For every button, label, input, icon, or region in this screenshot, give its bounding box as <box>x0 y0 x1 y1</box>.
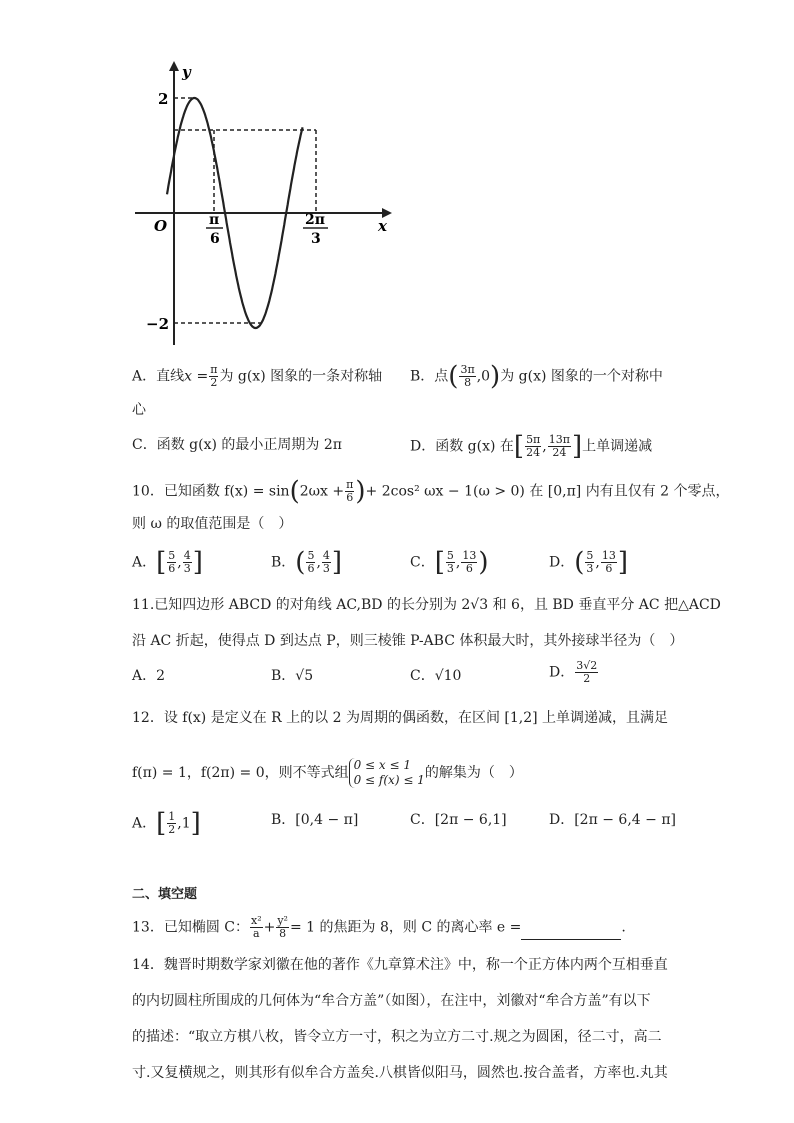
q9-a-frac: $\frac{\pi}{2}$ <box>210 363 218 389</box>
answer-blank[interactable] <box>521 925 621 940</box>
q10-stem-line2: 则 ω 的取值范围是（ ） <box>132 516 293 532</box>
section-title: 二、填空题 <box>132 887 198 902</box>
q12-option-c[interactable]: C．[2π − 6,1] <box>410 812 507 828</box>
q14-line1: 14．魏晋时期数学家刘徽在他的著作《九章算术注》中，称一个正方体内两个互相垂直 <box>132 957 668 973</box>
q11-stem-line1: 11.已知四边形 ABCD 的对角线 AC,BD 的长分别为 2√3 和 6，且 BD 垂直平分 AC 把△ACD <box>132 597 721 613</box>
q10-option-c[interactable]: C．[ $\frac{5}{3}$ , $\frac{13}{6}$ ) <box>410 547 489 578</box>
q9-option-b-wrap: 心 <box>132 402 146 418</box>
q12-stem-line1: 12．设 f(x) 是定义在 R 上的以 2 为周期的偶函数，在区间 [1,2] 上单调递减，且满足 <box>132 710 669 726</box>
q10-stem: 10．已知函数 f(x) = sin(2ωx + $\frac{\pi}{6}$ )+ 2cos² ωx − 1(ω > 0) 在 [0,π] 内有且仅有 2 个零点， <box>132 476 730 507</box>
q11-option-b[interactable]: B．√5 <box>271 668 314 684</box>
q12-stem-line2: f(π) = 1，f(2π) = 0，则不等式组 0 ≤ x ≤ 1 0 ≤ f(x) ≤ 1 的解集为（ ） <box>132 758 523 787</box>
y-min-label: −2 <box>146 315 170 333</box>
y-axis-arrow <box>169 61 179 71</box>
origin-label: O <box>154 217 168 235</box>
q12-option-a[interactable]: A．[ $\frac{1}{2}$ ,1] <box>132 808 201 839</box>
q9-a-prefix: A．直线 <box>132 368 185 385</box>
q14-line3: 的描述：“取立方棋八枚，皆令立方一寸，积之为立方二寸.规之为圆囷，径二寸，高二 <box>132 1029 662 1045</box>
q10-option-a[interactable]: A．[ $\frac{5}{6}$ , $\frac{4}{3}$ ] <box>132 547 203 578</box>
q9-b-frac: $\frac{3\pi}{8}$ <box>460 363 475 389</box>
q11-option-c[interactable]: C．√10 <box>410 668 462 684</box>
q9-a-eq: x = <box>184 368 209 385</box>
q9-b-suffix: 为 g(x) 图象的一个对称中 <box>500 368 663 385</box>
x-tick1-den: 6 <box>210 231 220 247</box>
q9-b-prefix: B．点 <box>410 368 449 385</box>
q10-option-d[interactable]: D．( $\frac{5}{3}$ , $\frac{13}{6}$ ] <box>549 547 628 578</box>
q9-option-c[interactable]: C．函数 g(x) 的最小正周期为 2π <box>132 437 342 453</box>
q12-option-d[interactable]: D．[2π − 6,4 − π] <box>549 812 676 828</box>
y-axis-label: y <box>182 63 191 81</box>
q12-option-b[interactable]: B．[0,4 − π] <box>271 812 359 828</box>
y-max-label: 2 <box>158 90 169 108</box>
q9-option-a[interactable] <box>132 364 382 389</box>
q9-option-b[interactable]: B．点( $\frac{3\pi}{8}$ ,0)为 g(x) 图象的一个对称中 <box>410 361 663 392</box>
q14-line4: 寸.又复横规之，则其形有似牟合方盖矣.八棋皆似阳马，圆然也.按合盖者，方率也.丸其 <box>132 1065 668 1081</box>
inequality-system: 0 ≤ x ≤ 1 0 ≤ f(x) ≤ 1 <box>349 758 425 788</box>
x-axis-label: x <box>378 217 387 235</box>
q9-option-d[interactable]: D．函数 g(x) 在[ $\frac{5\pi}{24}$ , $\frac{13\pi}{24}$ ]上单调递减 <box>410 431 653 462</box>
x-tick1-num: π <box>209 212 220 228</box>
x-tick2-num: 2π <box>305 212 325 228</box>
q11-stem-line2: 沿 AC 折起，使得点 D 到达点 P，则三棱锥 P-ABC 体积最大时，其外接球半径为（ ） <box>132 633 684 649</box>
sine-graph <box>130 55 400 350</box>
q11-option-a[interactable]: A．2 <box>132 668 166 684</box>
q10-option-b[interactable]: B．( $\frac{5}{6}$ , $\frac{4}{3}$ ] <box>271 547 343 578</box>
q14-line2: 的内切圆柱所围成的几何体为“牟合方盖”（如图），在注中，刘徽对“牟合方盖”有以下 <box>132 993 651 1009</box>
q11-option-d[interactable]: D． $\frac{3√2}{2}$ <box>549 659 598 685</box>
x-tick2-den: 3 <box>311 231 321 247</box>
q13-stem: 13．已知椭圆 C： $\frac{\text{x²}}{a}$ + $\frac{\text{y²}}{8}$ = 1 的焦距为 8，则 C 的离心率 e = . <box>132 914 626 940</box>
q9-a-suffix: 为 g(x) 图象的一条对称轴 <box>219 368 383 385</box>
